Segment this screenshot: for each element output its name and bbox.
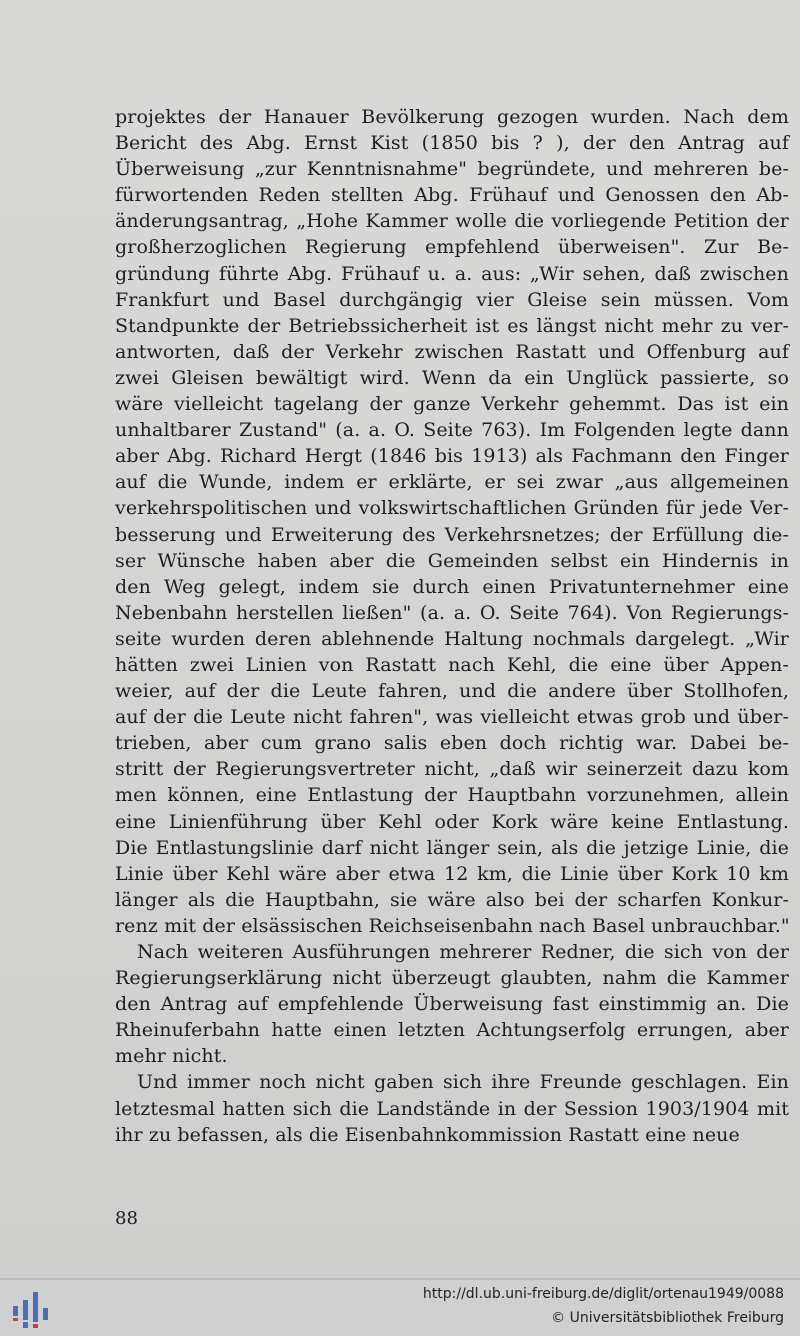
text-line: Und immer noch nicht gaben sich ihre Freunde geschlagen. Ein — [137, 1071, 789, 1094]
text-line: aber Abg. Richard Hergt (1846 bis 1913) als Fachmann den Finger — [115, 445, 789, 468]
text-line: Frankfurt und Basel durchgängig vier Gleise sein müssen. Vom — [115, 288, 789, 311]
text-line: zwei Gleisen bewältigt wird. Wenn da ein Unglück passierte, so — [115, 366, 789, 389]
text-line: weier, auf der die Leute fahren, und die andere über Stollhofen, — [115, 680, 789, 703]
text-line: Standpunkte der Betriebssicherheit ist es längst nicht mehr zu ver- — [115, 314, 789, 337]
text-line: eine Linienführung über Kehl oder Kork wäre keine Entlastung. — [115, 810, 789, 833]
text-line: antworten, daß der Verkehr zwischen Rastatt und Offenburg auf — [115, 340, 789, 363]
text-line: men können, eine Entlastung der Hauptbahn vorzunehmen, allein — [115, 784, 789, 807]
text-line: letztesmal hatten sich die Landstände in der Session 1903/1904 mit — [115, 1097, 789, 1120]
text-line: Rheinuferbahn hatte einen letzten Achtungserfolg errungen, aber — [115, 1019, 789, 1042]
text-line: Nach weiteren Ausführungen mehrerer Redner, die sich von der — [137, 941, 789, 963]
library-logo-icon — [10, 1288, 54, 1332]
text-line: besserung und Erweiterung des Verkehrsnetzes; der Erfüllung die- — [115, 523, 789, 546]
text-line: seite wurden deren ablehnende Haltung nochmals dargelegt. „Wir — [115, 627, 789, 650]
text-line: projektes der Hanauer Bevölkerung gezogen wurden. Nach dem — [115, 106, 789, 128]
text-line: Nebenbahn herstellen ließen" (a. a. O. Seite 764). Von Regierungs- — [115, 601, 789, 624]
text-line: gründung führte Abg. Frühauf u. a. aus: „Wir sehen, daß zwischen — [115, 262, 789, 285]
text-line: Überweisung „zur Kenntnisnahme" begründete, und mehreren be- — [115, 158, 789, 181]
footer-divider — [0, 1278, 800, 1280]
source-url-link[interactable]: http://dl.ub.uni-freiburg.de/diglit/ortenau1949/0088 — [422, 1286, 784, 1302]
text-line: mehr nicht. — [115, 1045, 228, 1068]
text-line: trieben, aber cum grano salis eben doch richtig war. Dabei be- — [115, 732, 789, 755]
text-line: großherzoglichen Regierung empfehlend überweisen". Zur Be- — [115, 236, 789, 259]
text-line: Die Entlastungslinie darf nicht länger sein, als die jetzige Linie, die — [115, 836, 789, 859]
text-line: länger als die Hauptbahn, sie wäre also bei der scharfen Konkur- — [115, 888, 789, 911]
text-line: Bericht des Abg. Ernst Kist (1850 bis ? ), der den Antrag auf — [115, 132, 789, 155]
text-line: renz mit der elsässischen Reichseisenbahn nach Basel unbrauchbar." — [115, 914, 790, 937]
body-text — [115, 104, 789, 1148]
text-line: Linie über Kehl wäre aber etwa 12 km, die Linie über Kork 10 km — [115, 862, 789, 885]
text-line: wäre vielleicht tagelang der ganze Verkehr gehemmt. Das ist ein — [115, 393, 789, 416]
text-line: verkehrspolitischen und volkswirtschaftlichen Gründen für jede Ver- — [115, 497, 789, 520]
text-line: ser Wünsche haben aber die Gemeinden selbst ein Hindernis in — [115, 549, 789, 572]
text-line: auf der die Leute nicht fahren", was vielleicht etwas grob und über- — [115, 706, 789, 729]
text-line: Regierungserklärung nicht überzeugt glaubten, nahm die Kammer — [115, 967, 789, 990]
footer-bar — [0, 1278, 800, 1336]
copyright-notice: © Universitätsbibliothek Freiburg — [551, 1310, 784, 1326]
text-line: auf die Wunde, indem er erklärte, er sei zwar „aus allgemeinen — [115, 471, 789, 494]
text-line: fürwortenden Reden stellten Abg. Frühauf und Genossen den Ab- — [115, 184, 789, 207]
text-line: den Weg gelegt, indem sie durch einen Privatunternehmer eine — [115, 575, 789, 598]
text-line: hätten zwei Linien von Rastatt nach Kehl, die eine über Appen- — [115, 653, 789, 676]
text-line: änderungsantrag, „Hohe Kammer wolle die vorliegende Petition der — [115, 210, 789, 233]
text-line: stritt der Regierungsvertreter nicht, „daß wir seinerzeit dazu kom — [115, 758, 789, 781]
text-line: den Antrag auf empfehlende Überweisung fast einstimmig an. Die — [115, 993, 789, 1016]
page-number: 88 — [115, 1208, 138, 1229]
text-line: ihr zu befassen, als die Eisenbahnkommission Rastatt eine neue — [115, 1123, 740, 1146]
text-line: unhaltbarer Zustand" (a. a. O. Seite 763). Im Folgenden legte dann — [115, 419, 789, 442]
